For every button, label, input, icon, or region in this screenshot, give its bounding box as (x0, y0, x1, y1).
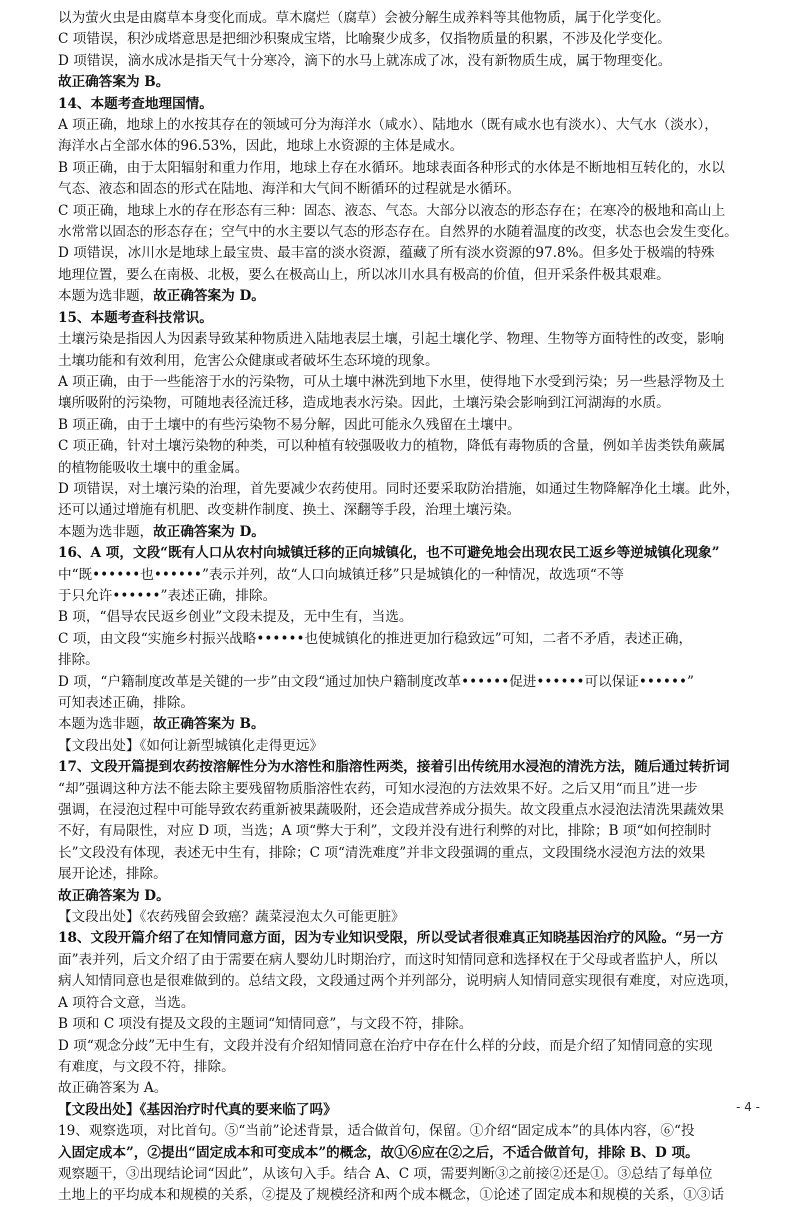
line-text: 本题为选非题， (58, 716, 154, 733)
text-line: 病人知情同意也是很难做到的。总结文段，文段通过两个并列部分，说明病人知情同意实现很有难度，对应选项， (58, 973, 738, 990)
text-line: 【文段出处】《农药残留会致癌？蔬菜浸泡太久可能更脏》 (58, 909, 405, 926)
text-line: 【文段出处】《如何让新型城镇化走得更远》 (58, 737, 324, 754)
answer-text: 故正确答案为 D。 (153, 523, 265, 540)
answer-text: 故正确答案为 D。 (153, 288, 265, 305)
text-line: 16、A 项，文段“既有人口从农村向城镇迁移的正向城镇化，也不可避免地会出现农民工返乡等逆城镇化现象” (58, 545, 720, 562)
text-line: 于只允许••••••”表述正确，排除。 (58, 587, 277, 604)
text-line: C 项正确，针对土壤污染物的种类，可以种植有较强吸收力的植物，降低有毒物质的含量，例如羊齿类铁角蕨属 (58, 438, 726, 455)
text-line: A 项符合文意，当选。 (58, 994, 195, 1011)
text-line: 14、本题考查地理国情。 (58, 95, 213, 112)
text-line: 强调，在浸泡过程中可能导致农药重新被果蔬吸附，还会造成营养成分损失。故文段重点水浸泡法清洗果蔬效果 (58, 802, 725, 819)
text-line: 17、文段开篇提到农药按溶解性分为水溶性和脂溶性两类，接着引出传统用水浸泡的清洗方法，随后通过转折词 (58, 759, 730, 776)
text-line: D 项错误，对土壤污染的治理，首先要减少农药使用。同时还要采取防治措施，如通过生物降解净化土壤。此外， (58, 480, 740, 497)
text-line: 还可以通过增施有机肥、改变耕作制度、换土、深翻等手段，治理土壤污染。 (58, 502, 521, 519)
text-line (58, 286, 748, 307)
text-line (58, 522, 748, 543)
text-line: 15、本题考查科技常识。 (58, 309, 213, 326)
text-line: D 项，“户籍制度改革是关键的一步”由文段“通过加快户籍制度改革••••••促进••••••可以保证••••••” (58, 673, 694, 690)
text-line: 有难度，与文段不符，排除。 (58, 1058, 235, 1075)
text-line: 19、观察选项，对比首句。⑤“当前”论述背景，适合做首句，保留。①介绍“固定成本”的具体内容，⑥“投 (58, 1123, 695, 1140)
text-line: A 项正确，地球上的水按其存在的领域可分为海洋水（咸水）、陆地水（既有咸水也有淡水）、大气水（淡水）， (58, 117, 718, 134)
text-line: 可知表述正确，排除。 (58, 695, 194, 711)
text-line: A 项正确，由于一些能溶于水的污染物，可从土壤中淋洗到地下水里，使得地下水受到污染；另一些悬浮物及土 (58, 373, 725, 390)
text-line (58, 714, 748, 735)
text-line: D 项错误，冰川水是地球上最宝贵、最丰富的淡水资源，蕴藏了所有淡水资源的97.8%。但多处于极端的特殊 (58, 245, 715, 262)
text-line: 观察题干，③出现结论词“因此”，从该句入手。结合 A、C 项，需要判断③之前接②还是①。③总结了每单位 (58, 1165, 713, 1182)
text-line: 海洋水占全部水体的96.53%，因此，地球上水资源的主体是咸水。 (58, 138, 464, 155)
text-line: C 项错误，积沙成塔意思是把细沙积聚成宝塔，比喻聚少成多，仅指物质量的积累，不涉及化学变化。 (58, 31, 671, 48)
text-line: 气态、液态和固态的形式在陆地、海洋和大气间不断循环的过程就是水循环。 (58, 181, 521, 198)
text-line: 面”表并列，后文介绍了由于需要在病人婴幼儿时期治疗，而这时知情同意和选择权在于父母或者监护人，所以 (58, 951, 718, 968)
text-line: 土壤污染是指因人为因素导致某种物质进入陆地表层土壤，引起土壤化学、物理、生物等方面特性的改变，影响 (58, 331, 725, 348)
text-line: 入固定成本”，②提出“固定成本和可变成本”的概念，故①⑥应在②之后，不适合做首句，排除 B、D 项。 (58, 1144, 699, 1161)
line-text: 本题为选非题， (58, 523, 154, 540)
text-line: D 项错误，滴水成冰是指天气十分寒冷，滴下的水马上就冻成了冰，没有新物质生成，属于物理变化。 (58, 52, 672, 69)
text-line: “却”强调这种方法不能去除主要残留物质脂溶性农药，可知水浸泡的方法效果不好。之后又用“而且”进一步 (58, 780, 698, 797)
page-number: - 4 - (736, 1100, 760, 1114)
text-line: 排除。 (58, 652, 99, 669)
text-line: 地理位置，要么在南极、北极，要么在极高山上，所以冰川水具有极高的价值，但开采条件极其艰难。 (58, 266, 670, 283)
text-line: D 项“观念分歧”无中生有，文段并没有介绍知情同意在治疗中存在什么样的分歧，而是介绍了知情同意的实现 (58, 1037, 713, 1054)
text-line: 的植物能吸收土壤中的重金属。 (58, 459, 249, 476)
text-line: 展开论述，排除。 (58, 866, 167, 883)
text-line: 故正确答案为 B。 (58, 74, 170, 91)
text-line: 长”文段没有体现，表述无中生有，排除；C 项“清洗难度”并非文段强调的重点，文段围绕水浸泡方法的效果 (58, 844, 706, 861)
text-line: B 项，“倡导农民返乡创业”文段未提及，无中生有，当选。 (58, 609, 413, 626)
document-page (58, 8, 748, 1207)
text-line: B 项正确，由于土壤中的有些污染物不易分解，因此可能永久残留在土壤中。 (58, 416, 521, 433)
text-line: 以为萤火虫是由腐草本身变化而成。草木腐烂（腐草）会被分解生成养料等其他物质，属于化学变化。 (58, 10, 670, 26)
text-line: 水常常以固态的形态存在；空气中的水主要以气态的形态存在。自然界的水随着温度的改变，状态也会发生变化。 (58, 224, 738, 241)
text-line: 土地上的平均成本和规模的关系，②提及了规模经济和两个成本概念，①论述了固定成本和规模的关系，①③话 (58, 1187, 725, 1204)
text-line: 故正确答案为 A。 (58, 1080, 168, 1097)
text-line: 【文段出处】《基因治疗时代真的要来临了吗》 (58, 1101, 337, 1118)
text-line: B 项和 C 项没有提及文段的主题词“知情同意”，与文段不符，排除。 (58, 1016, 473, 1033)
text-line: 故正确答案为 D。 (58, 887, 170, 904)
text-line: 中“既••••••也••••••”表示并列，故“人口向城镇迁移”只是城镇化的一种情况，故选项“不等 (58, 566, 624, 583)
text-line: C 项，由文段“实施乡村振兴战略••••••也使城镇化的推进更加行稳致远”可知，二者不矛盾，表述正确， (58, 630, 693, 647)
text-line: B 项正确，由于太阳辐射和重力作用，地球上存在水循环。地球表面各种形式的水体是不断地相互转化的，水以 (58, 159, 725, 176)
text-line: 壤所吸附的污染物，可随地表径流迁移，造成地表水污染。因此，土壤污染会影响到江河湖海的水质。 (58, 395, 670, 412)
answer-text: 故正确答案为 B。 (153, 716, 265, 733)
text-line: 土壤功能和有效利用，危害公众健康或者破坏生态环境的现象。 (58, 352, 439, 369)
text-line: C 项正确，地球上水的存在形态有三种：固态、液态、气态。大部分以液态的形态存在；在寒冷的极地和高山上 (58, 202, 726, 219)
text-line: 18、文段开篇介绍了在知情同意方面，因为专业知识受限，所以受试者很难真正知晓基因治疗的风险。“另一方 (58, 930, 724, 947)
text-line: 不好，有局限性，对应 D 项，当选；A 项“弊大于利”，文段并没有进行利弊的对比，排除；B 项“如何控制时 (58, 823, 712, 840)
line-text: 本题为选非题， (58, 288, 154, 305)
